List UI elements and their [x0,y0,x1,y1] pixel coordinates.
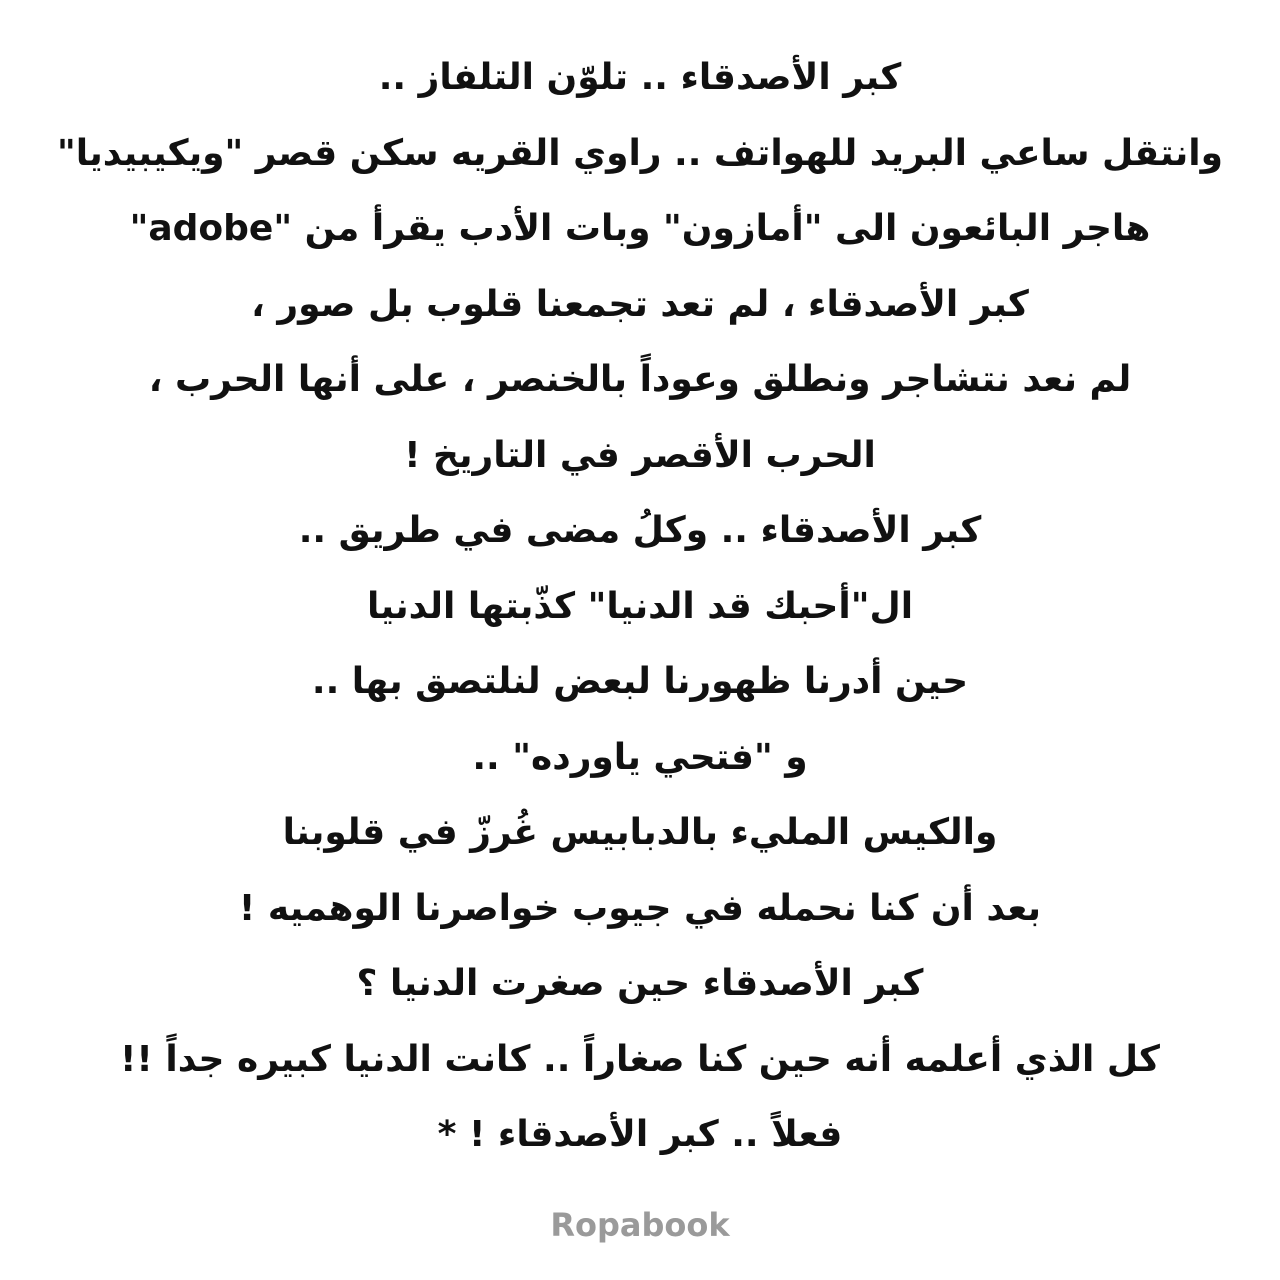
poem-line: و "فتحي ياورده" .. [472,736,808,778]
poem-line: لم نعد نتشاجر ونطلق وعوداً بالخنصر ، على أنها الحرب ، [148,359,1132,400]
poem-line: وانتقل ساعي البريد للهواتف .. راوي القريه سكن قصر "ويكيبيديا" [57,132,1223,174]
poem-line: هاجر البائعون الى "أمازون" وبات الأدب يقرأ من "adobe" [129,208,1151,249]
poem-line: الحرب الأقصر في التاريخ ! [404,434,876,476]
poem-line: حين أدرنا ظهورنا لبعض لنلتصق بها .. [311,661,969,702]
poem-line: كبر الأصدقاء حين صغرت الدنيا ؟ [356,963,924,1004]
poem-line: بعد أن كنا نحمله في جيوب خواصرنا الوهميه ! [238,887,1042,929]
poem-line: كل الذي أعلمه أنه حين كنا صغاراً .. كانت الدنيا كبيره جداً !! [120,1038,1160,1080]
poem-text [0,40,1280,1173]
poem-line: فعلاً .. كبر الأصدقاء ! * [437,1114,843,1155]
poem-line: ال"أحبك قد الدنيا" كذّبتها الدنيا [366,585,914,627]
brand-watermark: Ropabook [550,1206,730,1244]
poem-line: كبر الأصدقاء ، لم تعد تجمعنا قلوب بل صور ، [251,283,1029,325]
poem-line: والكيس المليء بالدبابيس غُرزّ في قلوبنا [282,812,998,853]
poem-line: كبر الأصدقاء .. وكلُ مضى في طريق .. [298,510,982,551]
poem-line: كبر الأصدقاء .. تلوّن التلفاز .. [378,57,902,98]
